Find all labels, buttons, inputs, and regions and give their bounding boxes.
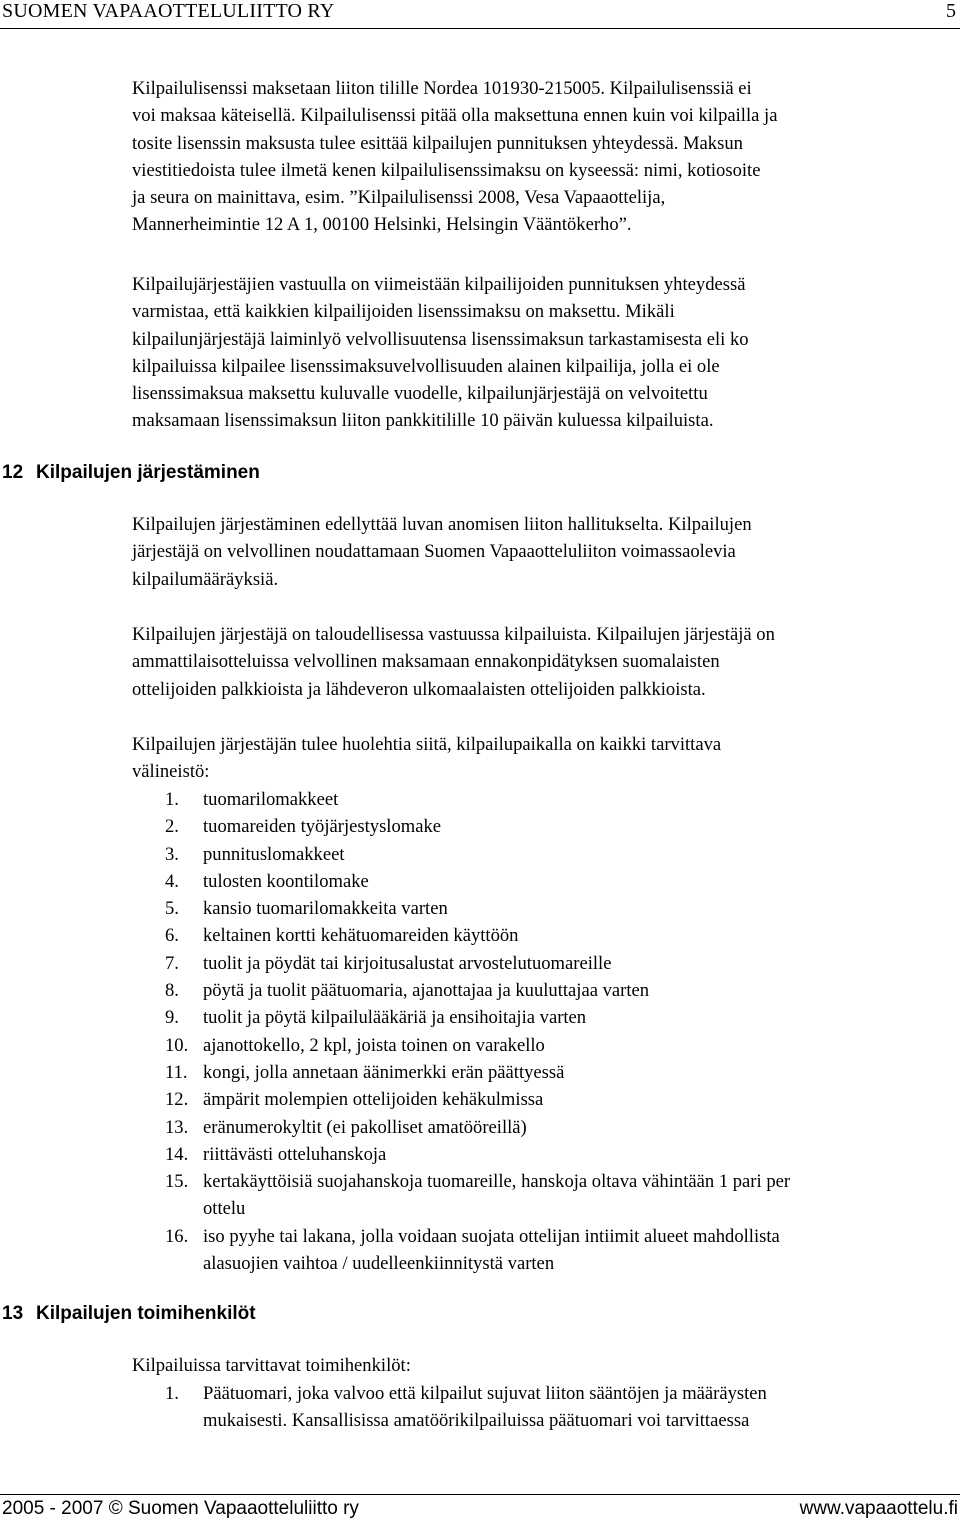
list-item: [132, 950, 960, 977]
text-line: välineistö:: [132, 761, 210, 783]
paragraph-permit: [132, 511, 960, 593]
equipment-list: [132, 786, 960, 1277]
text-line: Kilpailujen järjestäjä on taloudellisessa vastuussa kilpailuista. Kilpailujen järjestäjä on: [132, 624, 775, 645]
text-line: Kilpailujen järjestäminen edellyttää luvan anomisen liiton hallitukselta. Kilpailujen: [132, 514, 752, 535]
page-number: 5: [946, 0, 956, 22]
list-item-number: 10.: [165, 1034, 189, 1056]
list-item-text: kansio tuomarilomakkeita varten: [203, 898, 448, 920]
officials-list: [132, 1380, 960, 1435]
text-line: viestitiedoista tulee ilmetä kenen kilpailulisenssimaksu on kyseessä: nimi, kotiosoite: [132, 159, 761, 181]
list-item-number: 7.: [165, 952, 179, 974]
list-item-text: mukaisesti. Kansallisissa amatöörikilpailuissa päätuomari voi tarvittaessa: [203, 1410, 750, 1432]
list-item-number: 15.: [165, 1171, 189, 1193]
paragraph-organizer-responsibility: [132, 271, 960, 435]
list-item-text: tuolit ja pöytä kilpailulääkäriä ja ensihoitajia varten: [203, 1007, 587, 1029]
list-item: [132, 868, 960, 895]
list-item-number: 3.: [165, 843, 179, 865]
list-item-text: tuomareiden työjärjestyslomake: [203, 816, 442, 838]
list-item-text: riittävästi otteluhanskoja: [203, 1143, 387, 1165]
list-item-number: 6.: [165, 925, 179, 947]
list-item-text: tuolit ja pöydät tai kirjoitusalustat arvostelutuomareille: [203, 952, 612, 974]
list-item: [132, 1114, 960, 1141]
list-item-number: 5.: [165, 898, 179, 920]
paragraph-financial: [132, 621, 960, 703]
text-line: Kilpailulisenssi maksetaan liiton tilille Nordea 101930-215005. Kilpailulisenssiä ei: [132, 78, 752, 99]
list-item-text: punnituslomakkeet: [203, 843, 345, 865]
list-item-number: 9.: [165, 1007, 179, 1029]
text-line: ammattilaisotteluissa velvollinen maksamaan ennakonpidätyksen suomalaisten: [132, 651, 720, 673]
list-item-text: pöytä ja tuolit päätuomaria, ajanottajaa ja kuuluttajaa varten: [203, 980, 650, 1002]
section-title: Kilpailujen toimihenkilöt: [36, 1303, 256, 1324]
list-item: [132, 841, 960, 868]
list-item: [132, 1168, 960, 1223]
text-line: ottelijoiden palkkioista ja lähdeveron ulkomaalaisten ottelijoiden palkkioista.: [132, 678, 706, 700]
footer-copyright: 2005 - 2007 © Suomen Vapaaotteluliitto ry: [2, 1498, 359, 1519]
section-heading-12: [2, 462, 260, 484]
text-line: Kilpailujen järjestäjän tulee huolehtia siitä, kilpailupaikalla on kaikki tarvittava: [132, 734, 722, 755]
list-item: [132, 1059, 960, 1086]
list-item: [132, 1004, 960, 1031]
list-item: [132, 922, 960, 949]
list-item: [132, 786, 960, 813]
text-line: Mannerheimintie 12 A 1, 00100 Helsinki, Helsingin Vääntökerho”.: [132, 214, 632, 236]
list-item: [132, 1141, 960, 1168]
list-item-text: ottelu: [203, 1198, 246, 1220]
text-line: voi maksaa käteisellä. Kilpailulisenssi pitää olla maksettuna ennen kuin voi kilpailla ja: [132, 105, 778, 127]
list-item-number: 8.: [165, 980, 179, 1002]
list-item-number: 1.: [165, 789, 179, 810]
section-number: 12: [2, 462, 24, 483]
text-line: tosite lisenssin maksusta tulee esittää kilpailujen punnituksen yhteydessä. Maksun: [132, 132, 743, 154]
list-item-text: tuomarilomakkeet: [203, 789, 339, 810]
list-item: [132, 813, 960, 840]
text-line: lisenssimaksua maksettu kuluvalle vuodelle, kilpailunjärjestäjä on velvoitettu: [132, 383, 708, 405]
text-line: varmistaa, että kaikkien kilpailijoiden lisenssimaksu on maksettu. Mikäli: [132, 301, 675, 323]
list-item-number: 12.: [165, 1089, 189, 1111]
text-line: kilpailunjärjestäjä laiminlyö velvollisuutensa lisenssimaksun tarkastamisesta eli ko: [132, 328, 749, 350]
list-item-text: eränumerokyltit (ei pakolliset amatööreillä): [203, 1116, 527, 1138]
text-line: kilpailuissa kilpailee lisenssimaksuvelvollisuuden alainen kilpailija, jolla ei ole: [132, 355, 720, 377]
list-item-text: alasuojien vaihtoa / uudelleenkiinnitystä varten: [203, 1253, 555, 1275]
list-item: [132, 1223, 960, 1278]
list-item-number: 13.: [165, 1116, 189, 1138]
text-line: maksamaan lisenssimaksun liiton pankkitilille 10 päivän kuluessa kilpailuista.: [132, 410, 714, 432]
section-title: Kilpailujen järjestäminen: [36, 462, 260, 483]
list-item-number: 16.: [165, 1225, 189, 1247]
page-footer: [0, 1494, 960, 1529]
paragraph-officials-intro: [132, 1352, 960, 1379]
text-line: Kilpailujärjestäjien vastuulla on viimeistään kilpailijoiden punnituksen yhteydessä: [132, 274, 746, 295]
text-line: ja seura on mainittava, esim. ”Kilpailulisenssi 2008, Vesa Vapaaottelija,: [132, 187, 666, 209]
list-item-number: 14.: [165, 1143, 189, 1165]
section-number: 13: [2, 1303, 24, 1324]
list-item-text: Päätuomari, joka valvoo että kilpailut sujuvat liiton sääntöjen ja määräysten: [203, 1383, 767, 1404]
text-line: järjestäjä on velvollinen noudattamaan Suomen Vapaaotteluliiton voimassaolevia: [132, 541, 736, 563]
list-item-number: 11.: [165, 1061, 188, 1083]
list-item-text: kertakäyttöisiä suojahanskoja tuomareille, hanskoja oltava vähintään 1 pari per: [203, 1171, 791, 1193]
list-item: [132, 1086, 960, 1113]
text-line: kilpailumääräyksiä.: [132, 568, 279, 590]
paragraph-equipment-intro: [132, 731, 960, 786]
list-item-text: keltainen kortti kehätuomareiden käyttöön: [203, 925, 519, 947]
header-title: SUOMEN VAPAAOTTELULIITTO RY: [2, 0, 335, 22]
list-item: [132, 977, 960, 1004]
list-item-number: 4.: [165, 870, 179, 892]
list-item: [132, 1380, 960, 1435]
text-line: Kilpailuissa tarvittavat toimihenkilöt:: [132, 1355, 411, 1376]
list-item-text: iso pyyhe tai lakana, jolla voidaan suojata ottelijan intiimit alueet mahdollista: [203, 1225, 780, 1247]
page-header: [0, 0, 960, 29]
section-heading-13: [2, 1303, 256, 1325]
footer-website: www.vapaaottelu.fi: [799, 1498, 958, 1519]
list-item-text: kongi, jolla annetaan äänimerkki erän päättyessä: [203, 1061, 565, 1083]
paragraph-license-payment: [132, 75, 960, 239]
list-item: [132, 895, 960, 922]
list-item-text: ämpärit molempien ottelijoiden kehäkulmissa: [203, 1089, 544, 1111]
list-item: [132, 1032, 960, 1059]
list-item-text: ajanottokello, 2 kpl, joista toinen on varakello: [203, 1034, 545, 1056]
list-item-number: 1.: [165, 1383, 179, 1404]
list-item-number: 2.: [165, 816, 179, 838]
list-item-text: tulosten koontilomake: [203, 870, 369, 892]
